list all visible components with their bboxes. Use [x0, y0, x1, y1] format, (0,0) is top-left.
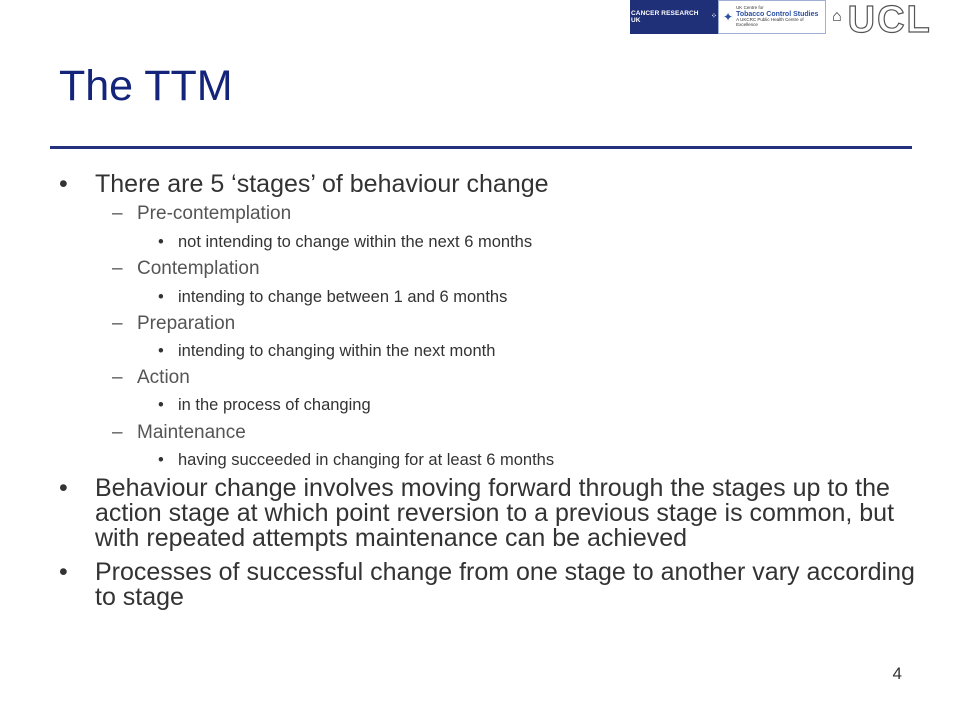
stage-name: Preparation: [137, 313, 236, 334]
dash-icon: –: [112, 422, 123, 443]
stage-detail: [158, 396, 371, 414]
stage-item: [112, 313, 236, 334]
bullet-icon: •: [158, 342, 164, 360]
bullet-behaviour-change-text: Behaviour change involves moving forward through the stages up to the action stage at which point reversion to a previous stage is common, but with repeated attempts maintenance can be achieved: [95, 474, 895, 552]
stage-item: [112, 367, 190, 388]
tobacco-control-mark-icon: ✦: [723, 10, 734, 24]
tobacco-control-logo: [718, 0, 826, 34]
dash-icon: –: [112, 367, 123, 388]
bullet-behaviour-change: [59, 474, 915, 552]
stage-item: [112, 203, 292, 224]
cancer-research-uk-label: CANCER RESEARCH UK: [631, 10, 699, 24]
stage-name: Pre-contemplation: [137, 203, 292, 224]
stage-name: Maintenance: [137, 422, 246, 443]
logo-bar: [630, 0, 960, 41]
stage-detail: [158, 288, 508, 306]
tobacco-control-bottom-label: A UKCRC Public Health Centre of Excellence: [736, 17, 804, 28]
bullet-icon: •: [158, 233, 164, 251]
stage-detail: [158, 233, 533, 251]
stage-item: [112, 258, 260, 279]
bullet-icon: •: [59, 474, 68, 502]
page-number: 4: [892, 664, 902, 683]
title-divider: [50, 146, 912, 149]
bullet-processes: [59, 558, 915, 611]
stage-name: Contemplation: [137, 258, 260, 279]
bullet-icon: •: [59, 558, 68, 586]
bullet-intro-text: There are 5 ‘stages’ of behaviour change: [95, 170, 549, 198]
tobacco-control-top-label: UK Centre for: [736, 5, 764, 11]
bullet-icon: •: [158, 288, 164, 306]
ucl-dome-icon: ⌂: [832, 8, 842, 25]
dash-icon: –: [112, 313, 123, 334]
ucl-logo: [826, 0, 960, 41]
ucl-wordmark: UCL: [847, 0, 932, 41]
tobacco-control-main-label: Tobacco Control Studies: [736, 10, 819, 18]
cancer-research-uk-logo: [630, 0, 718, 34]
stage-name: Action: [137, 367, 190, 388]
stage-detail: [158, 451, 555, 469]
dash-icon: –: [112, 203, 123, 224]
slide-title: The TTM: [59, 62, 233, 110]
dash-icon: –: [112, 258, 123, 279]
bullet-processes-text: Processes of successful change from one stage to another vary according to stage: [95, 558, 915, 611]
stage-detail-text: in the process of changing: [178, 396, 371, 414]
stage-item: [112, 422, 246, 443]
bullet-icon: •: [158, 396, 164, 414]
stage-detail-text: intending to change between 1 and 6 months: [178, 288, 508, 306]
bullet-intro: [59, 170, 549, 198]
bullet-icon: •: [59, 170, 68, 198]
stage-detail: [158, 342, 496, 360]
bullet-icon: •: [158, 451, 164, 469]
stage-detail-text: having succeeded in changing for at least 6 months: [178, 451, 555, 469]
stage-detail-text: intending to changing within the next month: [178, 342, 496, 360]
stage-detail-text: not intending to change within the next 6 months: [178, 233, 533, 251]
cancer-research-dots-icon: ⁘: [711, 13, 717, 20]
